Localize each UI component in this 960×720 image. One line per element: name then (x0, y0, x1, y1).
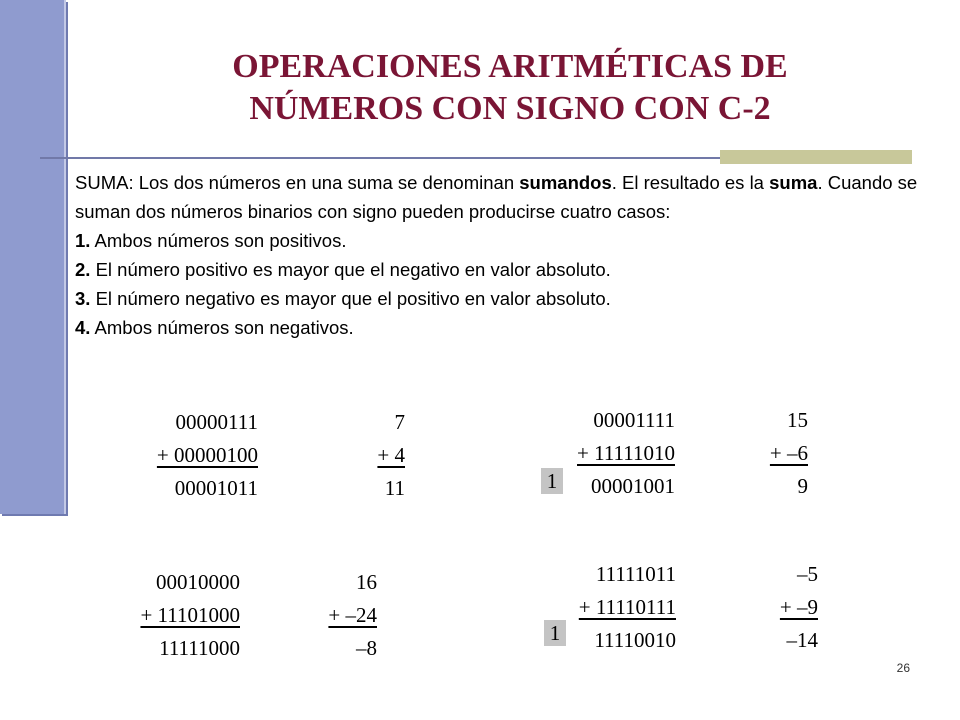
binary-operand-a: 00010000 (156, 570, 240, 594)
decimal-result: –8 (356, 636, 377, 660)
decimal-column (360, 406, 405, 505)
binary-column (556, 558, 676, 657)
decimal-operand-b: + –9 (779, 595, 818, 619)
decimal-operand-a: 16 (356, 570, 377, 594)
binary-operand-b: + 11110111 (578, 595, 676, 619)
intro-text-3: . Cuando se suman dos números binarios con signo pueden producirse cuatro casos: (75, 172, 918, 222)
slide-title-line-1: OPERACIONES ARITMÉTICAS DE (232, 48, 788, 85)
decimal-column (315, 566, 377, 665)
binary-operand-b: + 00000100 (156, 443, 258, 467)
left-decorative-bar (0, 0, 66, 514)
decimal-operand-a: 7 (394, 410, 405, 434)
slide-title (110, 46, 910, 130)
decimal-operand-b: + 4 (377, 443, 405, 467)
case-item-2 (75, 255, 925, 284)
binary-operand-b: + 11111010 (577, 441, 675, 465)
term-suma: suma (769, 172, 818, 193)
slide-number: 26 (896, 661, 910, 675)
case-number: 4. (75, 317, 91, 338)
decimal-operand-b: + –24 (328, 603, 377, 627)
title-accent-bar (720, 150, 912, 164)
intro-paragraph (75, 168, 925, 226)
case-number: 2. (75, 259, 91, 280)
case-number: 1. (75, 230, 91, 251)
case-text: Ambos números son negativos. (90, 317, 354, 338)
case-text: Ambos números son positivos. (90, 230, 347, 251)
slide-title-line-2: NÚMEROS CON SIGNO CON C-2 (249, 90, 771, 127)
binary-column (130, 406, 258, 505)
decimal-result: 11 (384, 476, 405, 500)
case-item-1 (75, 226, 925, 255)
carry-bit: 1 (544, 620, 566, 646)
decimal-operand-b: + –6 (769, 441, 808, 465)
binary-result: 00001001 (591, 474, 675, 498)
term-sumandos: sumandos (519, 172, 612, 193)
decimal-column (756, 558, 818, 657)
intro-text-2: . El resultado es la (611, 172, 770, 193)
binary-operand-a: 00000111 (175, 410, 258, 434)
binary-column (560, 404, 675, 503)
decimal-operand-a: –5 (797, 562, 818, 586)
binary-operand-b: + 11101000 (140, 603, 240, 627)
case-number: 3. (75, 288, 91, 309)
decimal-column (755, 404, 808, 503)
binary-result: 11110010 (594, 628, 676, 652)
binary-result: 00001011 (174, 476, 258, 500)
decimal-result: –14 (786, 628, 818, 652)
decimal-operand-a: 15 (787, 408, 808, 432)
case-item-4 (75, 313, 925, 342)
decimal-result: 9 (797, 474, 808, 498)
binary-operand-a: 00001111 (593, 408, 675, 432)
case-text: El número negativo es mayor que el positivo en valor absoluto. (90, 288, 611, 309)
binary-result: 11111000 (159, 636, 240, 660)
case-item-3 (75, 284, 925, 313)
carry-bit: 1 (541, 468, 563, 494)
intro-text-1: SUMA: Los dos números en una suma se denominan (75, 172, 520, 193)
slide-body (75, 168, 925, 342)
binary-column (120, 566, 240, 665)
binary-operand-a: 11111011 (595, 562, 676, 586)
case-text: El número positivo es mayor que el negativo en valor absoluto. (90, 259, 611, 280)
